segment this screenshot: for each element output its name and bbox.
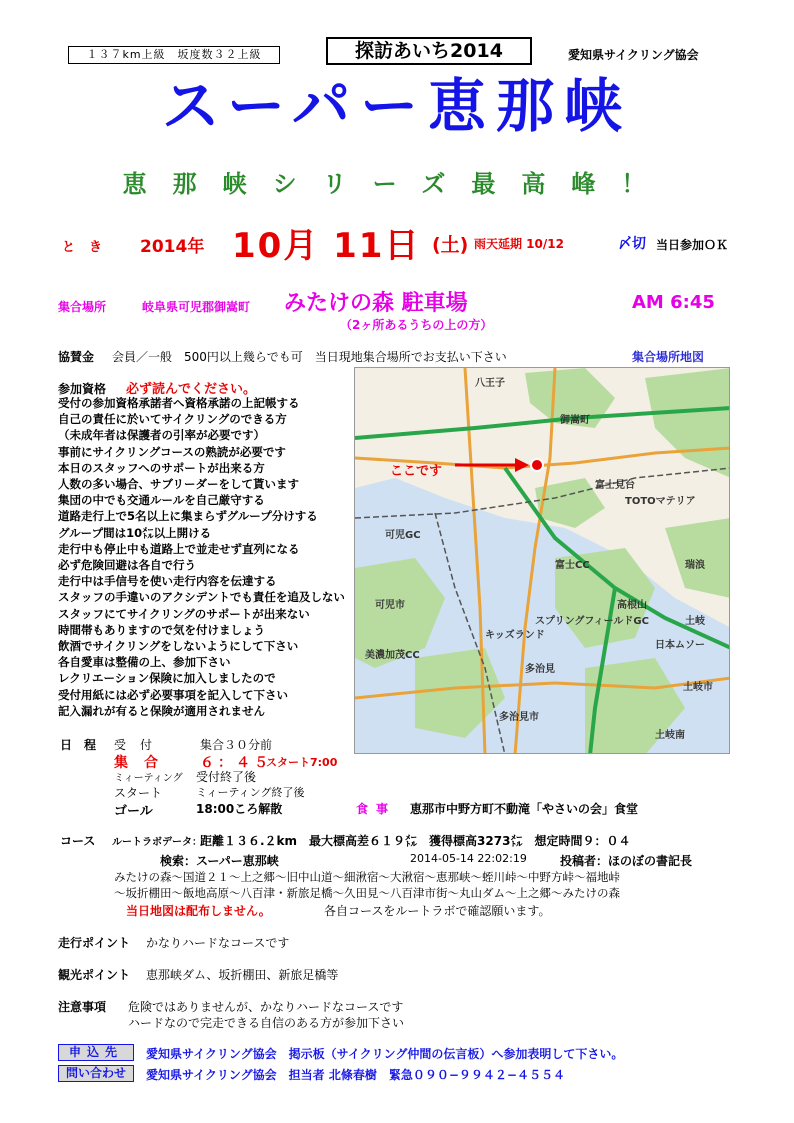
schedule-start-time: スタート7:00 — [266, 756, 338, 769]
no-map-notice: 当日地図は配布しません。 — [126, 904, 271, 918]
caution-label: 注意事項 — [58, 1000, 107, 1014]
meeting-prefecture: 岐阜県可児郡御嵩町 — [142, 300, 251, 314]
list-item: 人数の多い場合、サブリーダーをして貰います — [58, 477, 300, 492]
meeting-label: 集合場所 — [58, 300, 107, 314]
course-route: ～坂折棚田～飯地高原～八百津・新旅足橋～久田見～八百津市街～丸山ダム～上之郷～みたけの森 — [114, 886, 620, 900]
map-place-label: 高根山 — [617, 600, 647, 611]
schedule-assembly-time: ６：４５ — [200, 755, 272, 771]
course-stats: 距離１３６.２km 最大標高差６１９㍍ 獲得標高3273㍍ 想定時間９：０４ — [200, 834, 631, 848]
rain-date: 雨天延期 10/12 — [474, 237, 564, 251]
map-place-label: 土岐 — [685, 616, 705, 627]
map-place-label: 富士CC — [555, 560, 590, 571]
fee-label: 協賛金 — [58, 350, 95, 364]
list-item: スタッフの手違いのアクシデントでも責任を追及しない — [58, 590, 345, 605]
course-routelab: ルートラボデータ： — [112, 837, 202, 848]
list-item: グループ間は10㍍以上開ける — [58, 525, 212, 540]
map-meeting-marker — [531, 459, 543, 471]
map-place-label: 可児市 — [375, 600, 405, 611]
meeting-place: みたけの森 駐車場 — [284, 291, 468, 316]
meeting-time: AM 6:45 — [632, 292, 715, 313]
course-date: 2014-05-14 22:02:19 — [410, 852, 527, 865]
list-item: レクリエーション保険に加入しましたので — [58, 671, 276, 686]
no-map-note: 各自コースをルートラボで確認願います。 — [324, 904, 551, 918]
meeting-note: （2ヶ所あるうちの上の方） — [340, 318, 493, 332]
schedule-meeting-time: 受付終了後 — [196, 770, 257, 784]
date-weekday: (土) — [432, 234, 469, 256]
map-place-label: キッズランド — [485, 630, 545, 641]
meeting-map[interactable] — [354, 367, 730, 754]
list-item: 受付用紙には必ず必要事項を記入して下さい — [58, 687, 288, 702]
map-place-label: 土岐南 — [655, 730, 685, 741]
grade-box: １３７km上級 坂度数３２上級 — [68, 46, 280, 64]
map-place-label: 日本ムソー — [655, 640, 705, 651]
apply-label: 申込先 — [58, 1044, 134, 1061]
map-place-label: 可児GC — [385, 530, 421, 541]
schedule-start-note: ミィーティング終了後 — [196, 786, 305, 799]
list-item: 道路走行上で5名以上に集まらずグループ分けする — [58, 509, 318, 524]
sightseeing-label: 観光ポイント — [58, 968, 131, 982]
meal-text: 恵那市中野方町不動滝「やさいの会」食堂 — [410, 802, 639, 816]
schedule-reception: 受付 — [114, 738, 167, 752]
caution-text: 危険ではありませんが、かなりハードなコースです — [128, 1000, 404, 1014]
map-place-label: 多治見市 — [499, 712, 539, 723]
organizer: 愛知県サイクリング協会 — [568, 48, 699, 62]
series-title: 探訪あいち2014 — [326, 37, 532, 65]
list-item: 時間帯もありますので気を付けましょう — [58, 622, 265, 637]
deadline-text: 当日参加ＯＫ — [656, 238, 729, 252]
list-item: 走行中は手信号を使い走行内容を伝達する — [58, 574, 277, 589]
map-place-label: TOTOマテリア — [625, 496, 696, 507]
course-poster: 投稿者：ほのぼの書記長 — [560, 854, 693, 868]
schedule-start: スタート — [114, 786, 163, 800]
caution-text: ハードなので完走できる自信のある方が参加下さい — [128, 1016, 405, 1030]
date-year: 2014年 — [140, 237, 205, 257]
requirements-list — [58, 395, 345, 719]
requirements-label: 参加資格 — [58, 382, 107, 396]
run-point-text: かなりハードなコースです — [146, 936, 290, 950]
event-subtitle: 恵那峡シリーズ最高峰！ — [122, 170, 672, 198]
event-title: スーパー恵那峡 — [161, 72, 633, 140]
list-item: スタッフにてサイクリングのサポートが出来ない — [58, 606, 310, 621]
schedule-reception-time: 集合３０分前 — [200, 738, 273, 752]
schedule-assembly: 集合 — [114, 755, 174, 771]
list-item: 受付の参加資格承諾者へ資格承諾の上記帳する — [58, 396, 300, 410]
deadline-icon: 〆切 — [618, 236, 646, 252]
map-place-label: 土岐市 — [683, 682, 713, 693]
list-item: 飲酒でサイクリングをしないようにして下さい — [58, 639, 299, 654]
map-place-label: 美濃加茂CC — [365, 650, 420, 661]
course-search: 検索：スーパー恵那峡 — [160, 854, 279, 868]
schedule-meeting: ミィーティング — [114, 773, 183, 784]
date-label: とき — [62, 240, 117, 255]
list-item: 各自愛車は整備の上、参加下さい — [58, 655, 231, 670]
list-item: 走行中も停止中も道路上で並走せず直列になる — [58, 541, 300, 556]
contact-text: 愛知県サイクリング協会 担当者 北條春樹 緊急０９０−９９４２−４５５４ — [146, 1068, 565, 1082]
requirements-must-read: 必ず読んでください。 — [126, 382, 257, 397]
run-point-label: 走行ポイント — [58, 936, 131, 950]
list-item: 本日のスタッフへのサポートが出来る方 — [58, 460, 265, 475]
list-item: （未成年者は保護者の引率が必要です） — [58, 428, 265, 443]
course-label: コース — [60, 834, 96, 848]
map-place-label: 御嵩町 — [560, 415, 590, 426]
fee-text: 会員／一般 500円以上幾らでも可 当日現地集合場所でお支払い下さい — [112, 350, 507, 364]
contact-label: 問い合わせ — [58, 1065, 134, 1082]
map-callout: ここです — [390, 464, 443, 479]
list-item: 集団の中でも交通ルールを自己厳守する — [58, 493, 265, 508]
schedule-label: 日程 — [60, 738, 109, 752]
map-place-label: 八王子 — [475, 378, 505, 389]
apply-text: 愛知県サイクリング協会 掲示板（サイクリング仲間の伝言板）へ参加表明して下さい。 — [146, 1047, 624, 1061]
list-item: 必ず危険回避は各自で行う — [58, 558, 196, 573]
map-label: 集合場所地図 — [632, 350, 705, 364]
course-route: みたけの森～国道２１～上之郷～旧中山道～細湫宿～大湫宿～恵那峡～蛭川峠～中野方峠～福地峠 — [114, 870, 620, 884]
map-place-label: 多治見 — [525, 664, 555, 675]
map-place-label: 富士見台 — [595, 480, 635, 491]
date-month-day: 10月 11日 — [232, 226, 421, 266]
schedule-goal-time: 18:00ころ解散 — [196, 802, 283, 816]
list-item: 自己の責任に於いてサイクリングのできる方 — [58, 412, 287, 427]
sightseeing-text: 恵那峡ダム、坂折棚田、新旅足橋等 — [146, 968, 339, 982]
map-place-label: スプリングフィールドGC — [535, 616, 649, 627]
list-item: 事前にサイクリングコースの熟読が必要です — [58, 444, 286, 459]
list-item: 記入漏れが有ると保険が適用されません — [58, 703, 265, 718]
map-place-label: 瑞浪 — [685, 560, 705, 571]
schedule-goal: ゴール — [114, 804, 153, 819]
meal-label: 食事 — [356, 802, 397, 816]
map-canvas — [355, 368, 730, 754]
